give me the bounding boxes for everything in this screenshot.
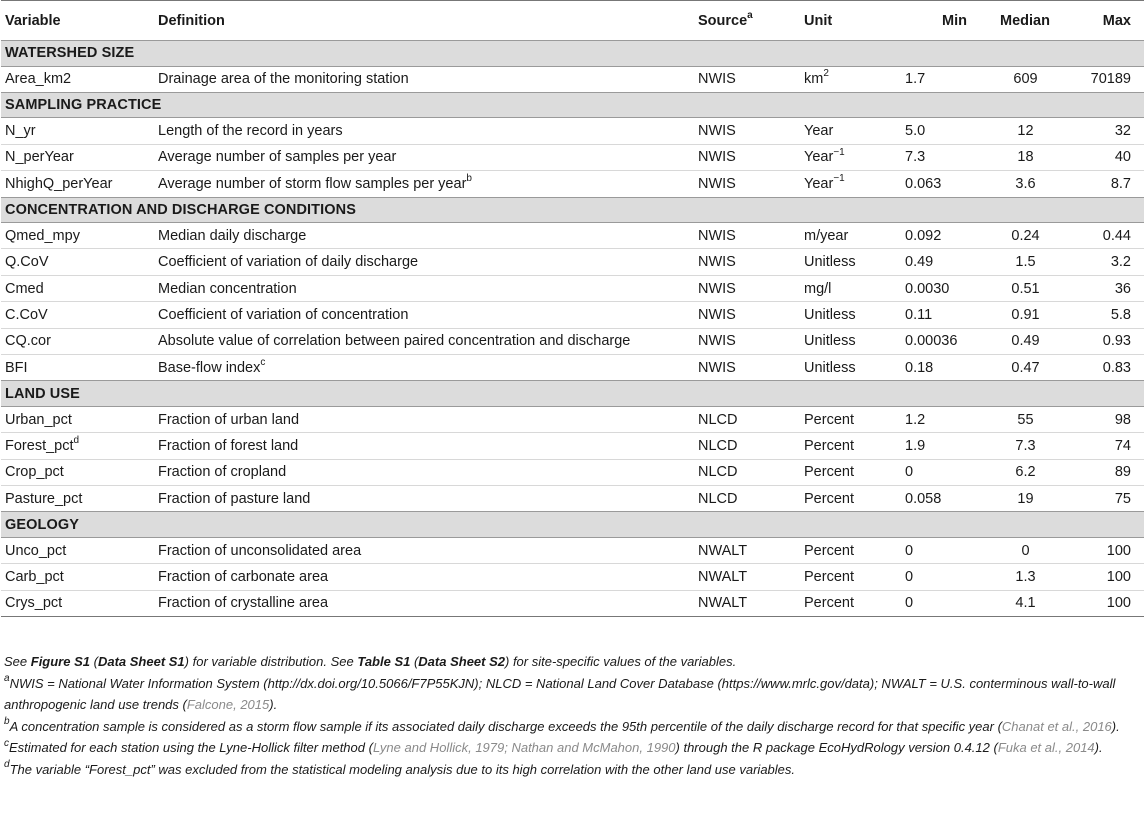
cell-max: 98 bbox=[1114, 411, 1131, 428]
cell-min: 0.058 bbox=[895, 486, 980, 512]
footnote-c: $^c$Estimated for each station using the Lyne-Hollick filter method (Lyne and Hollick, 1979; Nathan and McMahon, 1990) through the R package EcoHydRology version 0.4.12 (Fuka et al., 2014). bbox=[4, 737, 1103, 755]
cell-definition: Length of the record in years bbox=[158, 123, 343, 140]
citation-link[interactable]: Chanat et al., 2016 bbox=[1001, 718, 1112, 734]
cell-unit: Year$^{-1}$ bbox=[800, 171, 895, 197]
header-source: Source$^a$ bbox=[694, 1, 800, 41]
table-row bbox=[1, 144, 1144, 170]
cell-median: 4.1 bbox=[980, 590, 1053, 616]
cell-unit: Year bbox=[804, 123, 834, 140]
cell-min: 1.2 bbox=[905, 411, 926, 428]
cell-unit: $km^2$ bbox=[804, 68, 829, 88]
cell-variable: N_perYear bbox=[1, 144, 154, 170]
cell-definition: Fraction of cropland bbox=[154, 459, 694, 485]
footnote-d: $^d$The variable “Forest_pct” was excluded from the statistical modeling analysis due to its high correlation with the other land use variables. bbox=[4, 759, 796, 777]
cell-definition: Coefficient of variation of concentration bbox=[154, 302, 694, 328]
cell-median: 0.51 bbox=[980, 275, 1053, 301]
cell-median: 7.3 bbox=[980, 433, 1053, 459]
table-row bbox=[1, 433, 1144, 459]
footnote-b: $^b$A concentration sample is considered as a storm flow sample if its associated daily discharge exceeds the 95th percentile of the daily discharge record for that specific year (Chanat et al., 2016). bbox=[4, 716, 1120, 734]
cell-min: 0 bbox=[895, 590, 980, 616]
cell-variable: C.CoV bbox=[1, 302, 154, 328]
cell-max: 75 bbox=[1053, 486, 1144, 512]
section-title-landuse: LAND USE bbox=[1, 381, 1144, 407]
cell-source: NWIS bbox=[694, 249, 800, 275]
cell-median: 609 bbox=[1013, 71, 1038, 88]
section-row bbox=[1, 92, 1144, 118]
cell-max: 70189 bbox=[1090, 71, 1131, 88]
cell-source: NWIS bbox=[694, 275, 800, 301]
cell-variable: BFI bbox=[1, 355, 154, 381]
citation-link[interactable]: Falcone, 2015 bbox=[186, 697, 270, 712]
table-row bbox=[1, 66, 1144, 92]
cell-max: 5.8 bbox=[1053, 302, 1144, 328]
cell-min: 5.0 bbox=[905, 123, 926, 140]
cell-max: 100 bbox=[1106, 542, 1131, 559]
cell-definition: Average number of storm flow samples per year$^b$ bbox=[154, 171, 694, 197]
cell-min: 0.063 bbox=[895, 171, 980, 197]
table-row bbox=[1, 459, 1144, 485]
cell-source: NLCD bbox=[694, 486, 800, 512]
table-footnotes bbox=[4, 651, 1142, 780]
cell-median: 0 bbox=[1021, 542, 1030, 559]
cell-median: 19 bbox=[980, 486, 1053, 512]
cell-definition: Drainage area of the monitoring station bbox=[158, 71, 409, 88]
cell-unit: Unitless bbox=[800, 328, 895, 354]
cell-unit: Percent bbox=[804, 542, 854, 559]
cell-definition: Fraction of crystalline area bbox=[154, 590, 694, 616]
table-row bbox=[1, 275, 1144, 301]
cell-source: NWALT bbox=[694, 564, 800, 590]
cell-source: NWIS bbox=[698, 227, 736, 244]
table-row bbox=[1, 223, 1144, 249]
cell-max: 0.44 bbox=[1102, 227, 1131, 244]
cell-min: 0.11 bbox=[895, 302, 980, 328]
cell-unit: Unitless bbox=[800, 302, 895, 328]
cell-median: 18 bbox=[980, 144, 1053, 170]
cell-definition: Median concentration bbox=[154, 275, 694, 301]
cell-min: 1.9 bbox=[895, 433, 980, 459]
cell-min: 0.49 bbox=[895, 249, 980, 275]
table-row bbox=[1, 564, 1144, 590]
cell-min: 0.0030 bbox=[895, 275, 980, 301]
cell-variable: Pasture_pct bbox=[1, 486, 154, 512]
cell-max: 32 bbox=[1114, 123, 1131, 140]
cell-variable: Q.CoV bbox=[1, 249, 154, 275]
variables-table bbox=[1, 0, 1144, 617]
cell-unit: Percent bbox=[800, 590, 895, 616]
footnote-a: $^a$NWIS = National Water Information System (http://dx.doi.org/10.5066/F7P55KJN); NLCD = National Land Cover Database (https://www.mrlc.gov/data); NWALT = U.S. conterminous wall-to-wall anthropogenic land use trends (Falcone, 2015). bbox=[4, 673, 1116, 712]
section-title-conditions: CONCENTRATION AND DISCHARGE CONDITIONS bbox=[1, 197, 1144, 223]
cell-median: 12 bbox=[1017, 123, 1034, 140]
cell-median: 0.49 bbox=[980, 328, 1053, 354]
citation-link[interactable]: Lyne and Hollick, 1979; Nathan and McMahon, 1990 bbox=[372, 740, 676, 755]
cell-source: NWIS bbox=[698, 71, 736, 88]
section-row bbox=[1, 197, 1144, 223]
cell-unit: Unitless bbox=[800, 355, 895, 381]
section-row bbox=[1, 41, 1144, 67]
cell-source: NLCD bbox=[698, 411, 738, 428]
table-header-row bbox=[1, 1, 1144, 41]
cell-max: 0.83 bbox=[1053, 355, 1144, 381]
cell-source: NWIS bbox=[694, 144, 800, 170]
header-variable: Variable bbox=[1, 1, 154, 41]
section-row bbox=[1, 381, 1144, 407]
cell-median: 1.5 bbox=[980, 249, 1053, 275]
cell-variable: Cmed bbox=[1, 275, 154, 301]
cell-definition: Median daily discharge bbox=[158, 227, 307, 244]
section-title-geology: GEOLOGY bbox=[1, 512, 1144, 538]
cell-min: 0.092 bbox=[905, 227, 942, 244]
cell-median: 0.91 bbox=[980, 302, 1053, 328]
cell-definition: Fraction of unconsolidated area bbox=[158, 542, 362, 559]
cell-max: 40 bbox=[1053, 144, 1144, 170]
cell-source: NWIS bbox=[694, 171, 800, 197]
cell-max: 8.7 bbox=[1053, 171, 1144, 197]
cell-unit: mg/l bbox=[800, 275, 895, 301]
cell-variable: Carb_pct bbox=[1, 564, 154, 590]
cell-source: NWALT bbox=[694, 590, 800, 616]
cell-definition: Coefficient of variation of daily discharge bbox=[154, 249, 694, 275]
section-row bbox=[1, 512, 1144, 538]
cell-median: 55 bbox=[1017, 411, 1034, 428]
table-row bbox=[1, 486, 1144, 512]
header-min: Min bbox=[895, 1, 980, 41]
table-row bbox=[1, 406, 1144, 432]
link-table-s1[interactable]: Table S1 bbox=[357, 654, 411, 669]
header-median: Median bbox=[980, 1, 1053, 41]
cell-max: 36 bbox=[1053, 275, 1144, 301]
table-row bbox=[1, 328, 1144, 354]
link-figure-s1[interactable]: Figure S1 bbox=[30, 654, 90, 669]
section-title-watershed: WATERSHED SIZE bbox=[1, 41, 1144, 67]
cell-source: NLCD bbox=[694, 433, 800, 459]
cell-unit: Percent bbox=[800, 433, 895, 459]
cell-min: 0.18 bbox=[895, 355, 980, 381]
table-row bbox=[1, 302, 1144, 328]
table-row bbox=[1, 171, 1144, 197]
table-row bbox=[1, 537, 1144, 563]
cell-unit: Percent bbox=[800, 486, 895, 512]
cell-source: NWIS bbox=[694, 328, 800, 354]
cell-median: 6.2 bbox=[980, 459, 1053, 485]
cell-median: 0.24 bbox=[1011, 227, 1040, 244]
cell-unit: Percent bbox=[800, 564, 895, 590]
cell-definition: Base-flow index$^c$ bbox=[154, 355, 694, 381]
cell-variable: Crop_pct bbox=[1, 459, 154, 485]
cell-source: NWIS bbox=[698, 123, 736, 140]
cell-max: 100 bbox=[1053, 590, 1144, 616]
cell-definition: Fraction of urban land bbox=[158, 411, 300, 428]
cell-max: 0.93 bbox=[1053, 328, 1144, 354]
cell-variable: Area_km2 bbox=[5, 71, 72, 88]
cell-source: NLCD bbox=[694, 459, 800, 485]
cell-variable: Unco_pct bbox=[5, 542, 67, 559]
cell-definition: Fraction of carbonate area bbox=[154, 564, 694, 590]
cell-max: 3.2 bbox=[1053, 249, 1144, 275]
cell-median: 1.3 bbox=[980, 564, 1053, 590]
cell-definition: Fraction of forest land bbox=[154, 433, 694, 459]
cell-min: 0 bbox=[895, 564, 980, 590]
cell-definition: Fraction of pasture land bbox=[154, 486, 694, 512]
cell-unit: Percent bbox=[804, 411, 854, 428]
footnote-see: See Figure S1 (Data Sheet S1) for variable distribution. See Table S1 (Data Sheet S2) for site-specific values of the variables. bbox=[4, 654, 737, 669]
cell-variable: NhighQ_perYear bbox=[1, 171, 154, 197]
cell-source: NWIS bbox=[694, 355, 800, 381]
cell-unit: Year$^{-1}$ bbox=[800, 144, 895, 170]
cell-variable: Forest_pct$^d$ bbox=[1, 433, 154, 459]
cell-min: 0 bbox=[895, 459, 980, 485]
link-data-sheet-s2[interactable]: Data Sheet S2 bbox=[418, 654, 505, 669]
cell-unit: Percent bbox=[800, 459, 895, 485]
cell-min: 0 bbox=[905, 542, 914, 559]
table-row bbox=[1, 118, 1144, 144]
header-definition: Definition bbox=[154, 1, 694, 41]
citation-link[interactable]: Fuka et al., 2014 bbox=[997, 740, 1095, 755]
cell-variable: CQ.cor bbox=[1, 328, 154, 354]
cell-min: 0.00036 bbox=[895, 328, 980, 354]
cell-median: 3.6 bbox=[980, 171, 1053, 197]
link-data-sheet-s1[interactable]: Data Sheet S1 bbox=[97, 654, 185, 669]
table-row bbox=[1, 355, 1144, 381]
cell-variable: Urban_pct bbox=[5, 411, 72, 428]
header-max: Max bbox=[1053, 1, 1144, 41]
cell-unit: m/year bbox=[804, 227, 849, 244]
table-row bbox=[1, 249, 1144, 275]
cell-source: NWALT bbox=[698, 542, 748, 559]
cell-min: 7.3 bbox=[895, 144, 980, 170]
cell-median: 0.47 bbox=[980, 355, 1053, 381]
cell-max: 100 bbox=[1053, 564, 1144, 590]
header-unit: Unit bbox=[800, 1, 895, 41]
cell-max: 89 bbox=[1053, 459, 1144, 485]
cell-variable: Qmed_mpy bbox=[5, 227, 80, 244]
cell-unit: Unitless bbox=[800, 249, 895, 275]
cell-variable: Crys_pct bbox=[1, 590, 154, 616]
cell-definition: Absolute value of correlation between paired concentration and discharge bbox=[154, 328, 694, 354]
cell-variable: N_yr bbox=[5, 123, 36, 140]
cell-definition: Average number of samples per year bbox=[154, 144, 694, 170]
cell-min: 1.7 bbox=[905, 71, 926, 88]
section-title-sampling: SAMPLING PRACTICE bbox=[1, 92, 1144, 118]
table-row bbox=[1, 590, 1144, 616]
cell-source: NWIS bbox=[694, 302, 800, 328]
cell-max: 74 bbox=[1053, 433, 1144, 459]
